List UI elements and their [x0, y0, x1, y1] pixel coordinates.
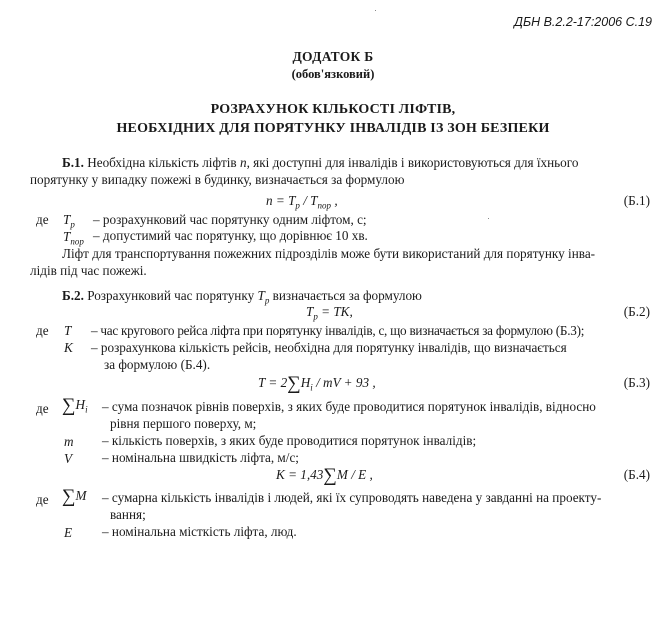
- b2-symbol-tp: $T_p$: [257, 288, 270, 306]
- formula-b4-number: (Б.4): [623, 467, 650, 482]
- def-e-symbol: E: [64, 525, 73, 540]
- formula-b1-number: (Б.1): [623, 193, 650, 208]
- def-m-symbol: m: [64, 434, 74, 449]
- where-label-b2: де: [36, 323, 49, 338]
- def-k-text-1: – розрахункова кількість рейсів, необхідна для порятунку інвалідів, що визначається: [91, 340, 567, 355]
- scan-speck: [375, 10, 376, 11]
- b2-paragraph: [62, 287, 657, 310]
- b1-paragraph-line-2: порятунку у випадку пожежі в будинку, визначається за формулою: [30, 172, 405, 187]
- def-t-text: – час кругового рейса ліфта при порятунку інвалідів, с, що визначається за формулою (Б.3);: [91, 323, 585, 338]
- def-sum-m-text-2: вання;: [110, 507, 146, 522]
- where-label-b1: де: [36, 212, 49, 227]
- formula-b2: $T_p$ = TK,: [306, 304, 353, 322]
- appendix-title: ДОДАТОК Б: [292, 49, 374, 64]
- def-tp-text: – розрахунковий час порятунку одним ліфтом, с;: [93, 212, 367, 227]
- b1-text-b: , які доступні для інвалідів і використовуються для їхнього: [246, 155, 579, 170]
- def-v-symbol: V: [64, 451, 73, 466]
- scan-speck: [488, 218, 489, 219]
- def-tp-symbol: $T_p$: [63, 212, 75, 230]
- def-sum-hi-text-2: рівня першого поверху, м;: [110, 416, 257, 431]
- b1-paragraph-line-1: [62, 154, 657, 171]
- appendix-note: (обов'язковий): [291, 67, 375, 81]
- def-tpor-text: – допустимий час порятунку, що дорівнює 10 хв.: [93, 228, 368, 243]
- b2-text-a: Розрахунковий час порятунку: [87, 288, 255, 303]
- def-v-text: – номінальна швидкість ліфта, м/с;: [102, 450, 299, 465]
- def-sum-hi-symbol: $\sum H_i$: [62, 395, 88, 416]
- formula-b1: $n = T_p / T_{пор}$ ,: [266, 193, 338, 211]
- formula-b4: K = 1,43∑M / E ,: [276, 465, 373, 486]
- b1-number: Б.1.: [62, 155, 84, 170]
- section-title-line-2: НЕОБХІДНИХ ДЛЯ ПОРЯТУНКУ ІНВАЛІДІВ ІЗ ЗОН БЕЗПЕКИ: [116, 121, 550, 136]
- b1-note-line-1: Ліфт для транспортування пожежних підрозділів може бути використаний для порятунку інва-: [62, 246, 596, 261]
- b2-number: Б.2.: [62, 288, 84, 303]
- formula-b3: $T = 2\sum H_i$ / mV + 93 ,: [258, 373, 376, 394]
- def-tpor-symbol: $T_{пор}$: [63, 229, 84, 247]
- def-k-symbol: K: [64, 340, 73, 355]
- def-m-text: – кількість поверхів, з яких буде проводитися порятунок інвалідів;: [102, 433, 477, 448]
- def-e-text: – номінальна місткість ліфта, люд.: [102, 524, 297, 539]
- def-sum-m-text-1: – сумарна кількість інвалідів і людей, які їх супроводять наведена у завданні на проекту-: [102, 490, 602, 505]
- b1-note-line-2: лідів під час пожежі.: [30, 263, 147, 278]
- def-sum-hi-text-1: – сума позначок рівнів поверхів, з яких буде проводитися порятунок інвалідів, відносно: [102, 399, 596, 414]
- where-label-b4: де: [36, 492, 49, 507]
- where-label-b3: де: [36, 401, 49, 416]
- formula-b2-number: (Б.2): [623, 304, 650, 319]
- def-k-text-2: за формулою (Б.4).: [104, 357, 211, 372]
- section-title-line-1: РОЗРАХУНОК КІЛЬКОСТІ ЛІФТІВ,: [210, 102, 456, 117]
- formula-b3-number: (Б.3): [623, 375, 650, 390]
- b1-symbol-n: n: [239, 155, 247, 170]
- def-sum-m-symbol: ∑M: [62, 486, 87, 507]
- b2-text-b: визначається за формулою: [272, 288, 422, 303]
- b1-text-a: Необхідна кількість ліфтів: [87, 155, 237, 170]
- standard-reference: ДБН В.2.2-17:2006 С.19: [514, 15, 652, 29]
- def-t-symbol: T: [64, 323, 72, 338]
